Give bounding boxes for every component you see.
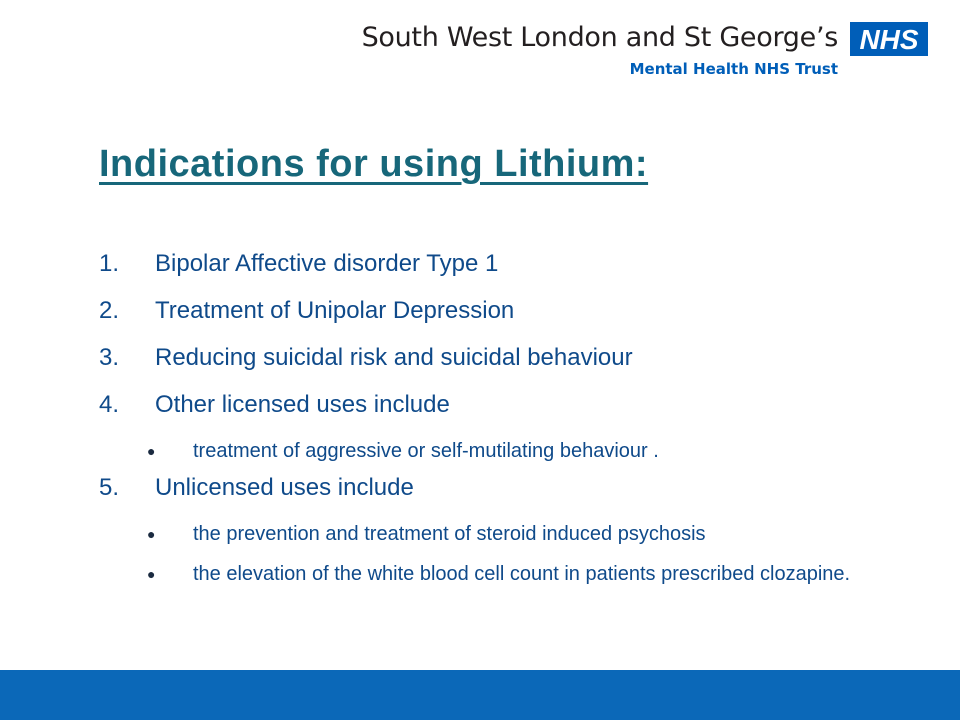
item-number: 1. [99, 250, 120, 277]
item-number: 4. [99, 391, 120, 418]
sub-item [147, 561, 919, 587]
item-number: 3. [99, 344, 120, 371]
sub-item [147, 438, 919, 464]
item-number: 2. [99, 297, 120, 324]
bullet-icon: ● [147, 443, 156, 459]
item-text: Other licensed uses include [155, 391, 450, 418]
slide-content [99, 250, 919, 601]
bullet-icon: ● [147, 566, 156, 582]
list-item-2 [99, 297, 919, 325]
list-item-1 [99, 250, 919, 278]
trust-name: South West London and St George’s [361, 22, 838, 53]
footer-bar [0, 670, 960, 720]
item-text: Bipolar Affective disorder Type 1 [155, 250, 499, 277]
trust-header [362, 18, 928, 78]
item-number: 5. [99, 474, 120, 501]
list-item-3 [99, 344, 919, 372]
nhs-logo [850, 22, 928, 56]
bullet-icon: ● [147, 526, 156, 542]
list-item-5 [99, 474, 919, 502]
sub-item [147, 521, 919, 547]
list-item-4 [99, 391, 919, 419]
sub-item-text: treatment of aggressive or self-mutilating behaviour . [193, 440, 659, 462]
sub-item-text: the elevation of the white blood cell count in patients prescribed clozapine. [193, 563, 851, 585]
nhs-logo-text: NHS [859, 24, 919, 55]
trust-subtitle: Mental Health NHS Trust [629, 60, 838, 78]
item-text: Unlicensed uses include [155, 474, 414, 501]
sub-item-text: the prevention and treatment of steroid induced psychosis [193, 523, 706, 545]
trust-text [362, 18, 838, 78]
item-text: Treatment of Unipolar Depression [155, 297, 515, 324]
slide-title: Indications for using Lithium: [99, 143, 649, 185]
item-text: Reducing suicidal risk and suicidal behaviour [155, 344, 633, 371]
